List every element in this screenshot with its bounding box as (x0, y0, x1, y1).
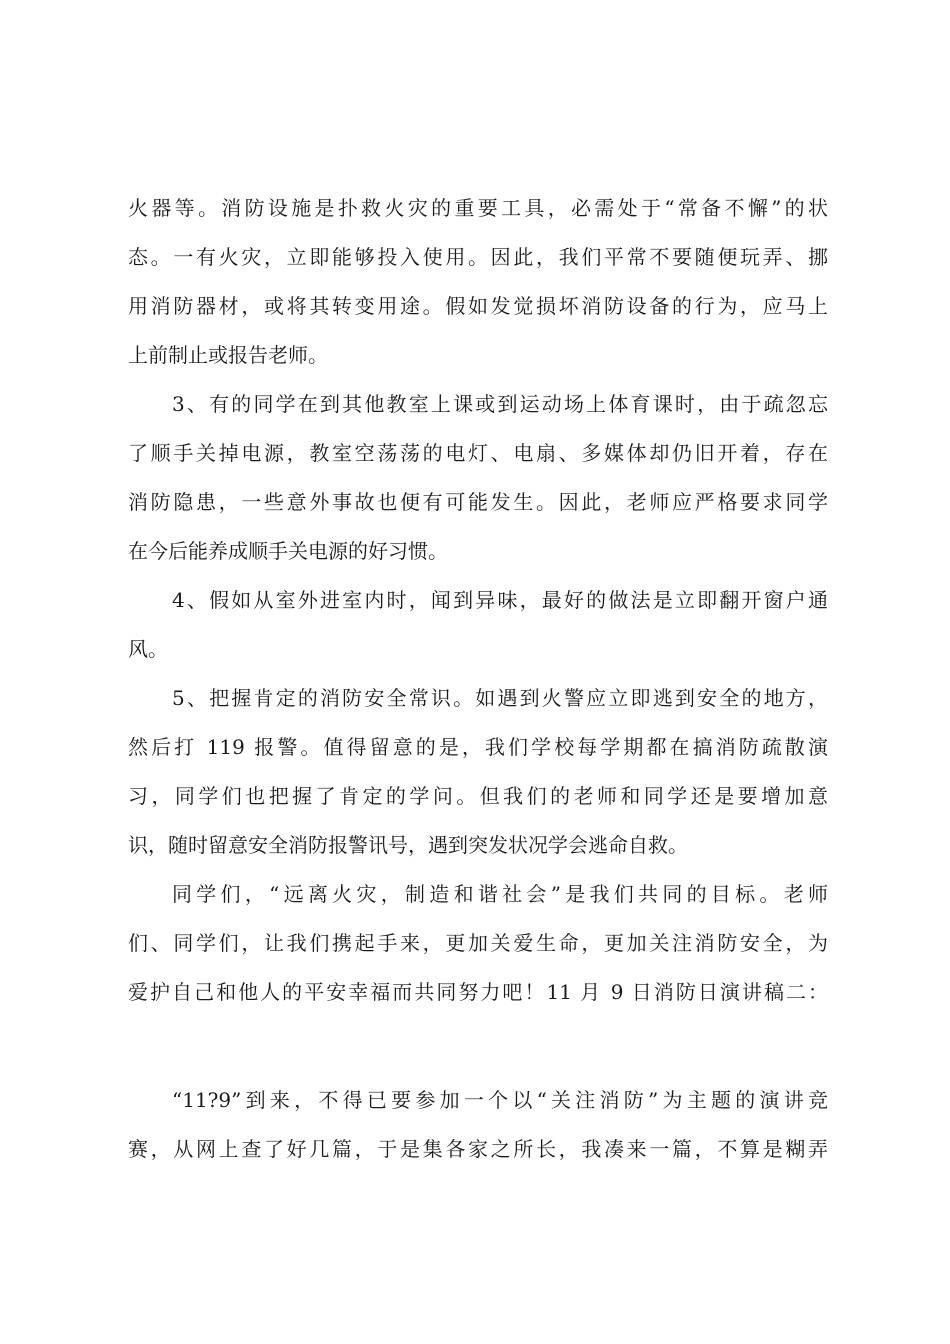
text-line: 赛，从网上查了好几篇，于是集各家之所长，我凑来一篇，不算是糊弄 (128, 1137, 828, 1161)
text-line: 用消防器材，或将其转变用途。假如发觉损坏消防设备的行为，应马上 (128, 294, 828, 318)
text-line: 们、同学们，让我们携起手来，更加关爱生命，更加关注消防安全，为 (128, 931, 828, 955)
text-line: 识，随时留意安全消防报警讯号，遇到突发状况学会逃命自救。 (128, 833, 688, 857)
text-line: 风。 (128, 637, 168, 661)
text-line: 4、假如从室外进室内时，闻到异味，最好的做法是立即翻开窗户通 (172, 588, 828, 612)
text-line: 同学们，“远离火灾，制造和谐社会”是我们共同的目标。老师 (172, 882, 828, 906)
text-line: 上前制止或报告老师。 (128, 343, 328, 367)
text-line: 5、把握肯定的消防安全常识。如遇到火警应立即逃到安全的地方， (172, 686, 828, 710)
text-line: 在今后能养成顺手关电源的好习惯。 (128, 539, 448, 563)
text-line: 消防隐患，一些意外事故也便有可能发生。因此，老师应严格要求同学 (128, 490, 828, 514)
text-line: 然后打 119 报警。值得留意的是，我们学校每学期都在搞消防疏散演 (128, 735, 828, 759)
text-line: 3、有的同学在到其他教室上课或到运动场上体育课时，由于疏忽忘 (172, 392, 828, 416)
text-line: 态。一有火灾，立即能够投入使用。因此，我们平常不要随便玩弄、挪 (128, 245, 828, 269)
text-line: 火器等。消防设施是扑救火灾的重要工具，必需处于“常备不懈”的状 (128, 196, 828, 220)
text-line: “11?9”到来，不得已要参加一个以“关注消防”为主题的演讲竞 (172, 1088, 828, 1112)
text-line: 爱护自己和他人的平安幸福而共同努力吧！11 月 9 日消防日演讲稿二： (128, 980, 828, 1004)
text-line: 了顺手关掉电源，教室空荡荡的电灯、电扇、多媒体却仍旧开着，存在 (128, 441, 828, 465)
text-line: 习，同学们也把握了肯定的学问。但我们的老师和同学还是要增加意 (128, 784, 828, 808)
